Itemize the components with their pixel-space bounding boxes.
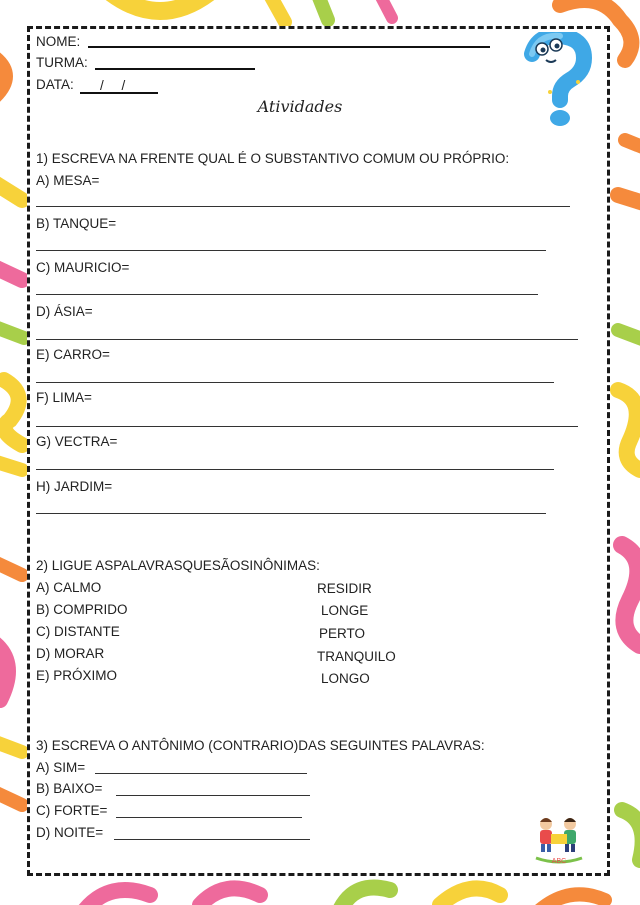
name-field-line[interactable] [88,46,490,48]
decor-yellow-bottom [440,888,500,905]
q2-left-item-a: A) CALMO [36,580,102,595]
decor-pink-right [622,545,640,645]
decor-green-right [618,330,640,342]
decor-green-left [0,325,24,338]
decor-yellow-arc [110,0,210,11]
decor-yellow-left-3 [0,460,22,470]
decor-orange-left-2 [0,790,22,805]
q1-answer-line-c[interactable] [36,294,538,295]
q1-item-f: F) LIMA= [36,390,92,405]
decor-yellow-left-4 [0,740,22,752]
q2-left-item-e: E) PRÓXIMO [36,668,118,683]
class-label: TURMA: [36,55,88,70]
q1-answer-line-h[interactable] [36,513,546,514]
decor-yellow-left [0,180,22,200]
q1-answer-line-e[interactable] [36,382,554,383]
decor-pink-bottom-2 [200,888,260,905]
q2-left-item-c: C) DISTANTE [36,624,120,639]
q1-item-g: G) VECTRA= [36,434,118,449]
name-label: NOME: [36,34,81,49]
date-label: DATA: [36,77,74,92]
decor-orange-right [625,140,640,150]
date-field-line[interactable] [80,92,158,94]
page-title: Atividades [257,97,343,116]
q3-answer-line-d[interactable] [114,839,310,840]
q1-prompt: 1) ESCREVA NA FRENTE QUAL É O SUBSTANTIVO COMUM OU PRÓPRIO: [36,151,510,166]
q2-right-item-3: PERTO [319,626,366,641]
decor-yellow-left-2 [4,380,22,445]
q1-answer-line-a[interactable] [36,206,570,207]
decor-green-bottom [340,888,390,905]
q3-item-b: B) BAIXO= [36,781,103,796]
q3-answer-line-c[interactable] [116,817,302,818]
q1-answer-line-d[interactable] [36,339,578,340]
q1-item-b: B) TANQUE= [36,216,117,231]
kids-reading-illustration [532,814,586,864]
question-mark-icon [520,32,595,128]
decor-orange-bottom [540,894,605,905]
q2-right-item-5: LONGO [321,671,370,686]
decor-yellow-stroke [270,0,285,22]
q3-prompt: 3) ESCREVA O ANTÔNIMO (CONTRARIO)DAS SEGUINTES PALAVRAS: [36,738,485,753]
q3-item-a: A) SIM= [36,760,86,775]
decor-pink-left-2 [0,640,8,700]
q1-item-c: C) MAURICIO= [36,260,130,275]
date-separators: / / [100,78,126,93]
decor-pink-stroke [380,0,392,18]
q1-answer-line-b[interactable] [36,250,546,251]
q2-right-item-1: RESIDIR [317,581,372,596]
decor-orange-left [0,560,22,575]
decor-green-stroke [318,0,328,20]
q1-item-h: H) JARDIM= [36,479,113,494]
q2-left-item-b: B) COMPRIDO [36,602,128,617]
q2-left-item-d: D) MORAR [36,646,105,661]
q3-answer-line-b[interactable] [116,795,310,796]
class-field-line[interactable] [95,68,255,70]
q1-item-e: E) CARRO= [36,347,110,362]
q2-right-item-4: TRANQUILO [317,649,396,664]
decor-green-right-2 [622,810,640,860]
q3-item-c: C) FORTE= [36,803,108,818]
q1-answer-line-g[interactable] [36,469,554,470]
decor-yellow-right [618,390,640,470]
q1-item-a: A) MESA= [36,173,100,188]
q2-prompt: 2) LIGUE ASPALAVRASQUESÃOSINÔNIMAS: [36,558,320,573]
decor-pink-bottom [85,890,150,905]
decor-orange-right-2 [618,195,640,205]
q1-answer-line-f[interactable] [36,426,578,427]
q3-answer-line-a[interactable] [95,773,307,774]
q2-right-item-2: LONGE [321,603,369,618]
abc-blocks-text: ABC [551,858,567,864]
decor-orange-arc [0,55,5,100]
q3-item-d: D) NOITE= [36,825,104,840]
decor-pink-left [0,265,22,280]
q1-item-d: D) ÁSIA= [36,304,93,319]
